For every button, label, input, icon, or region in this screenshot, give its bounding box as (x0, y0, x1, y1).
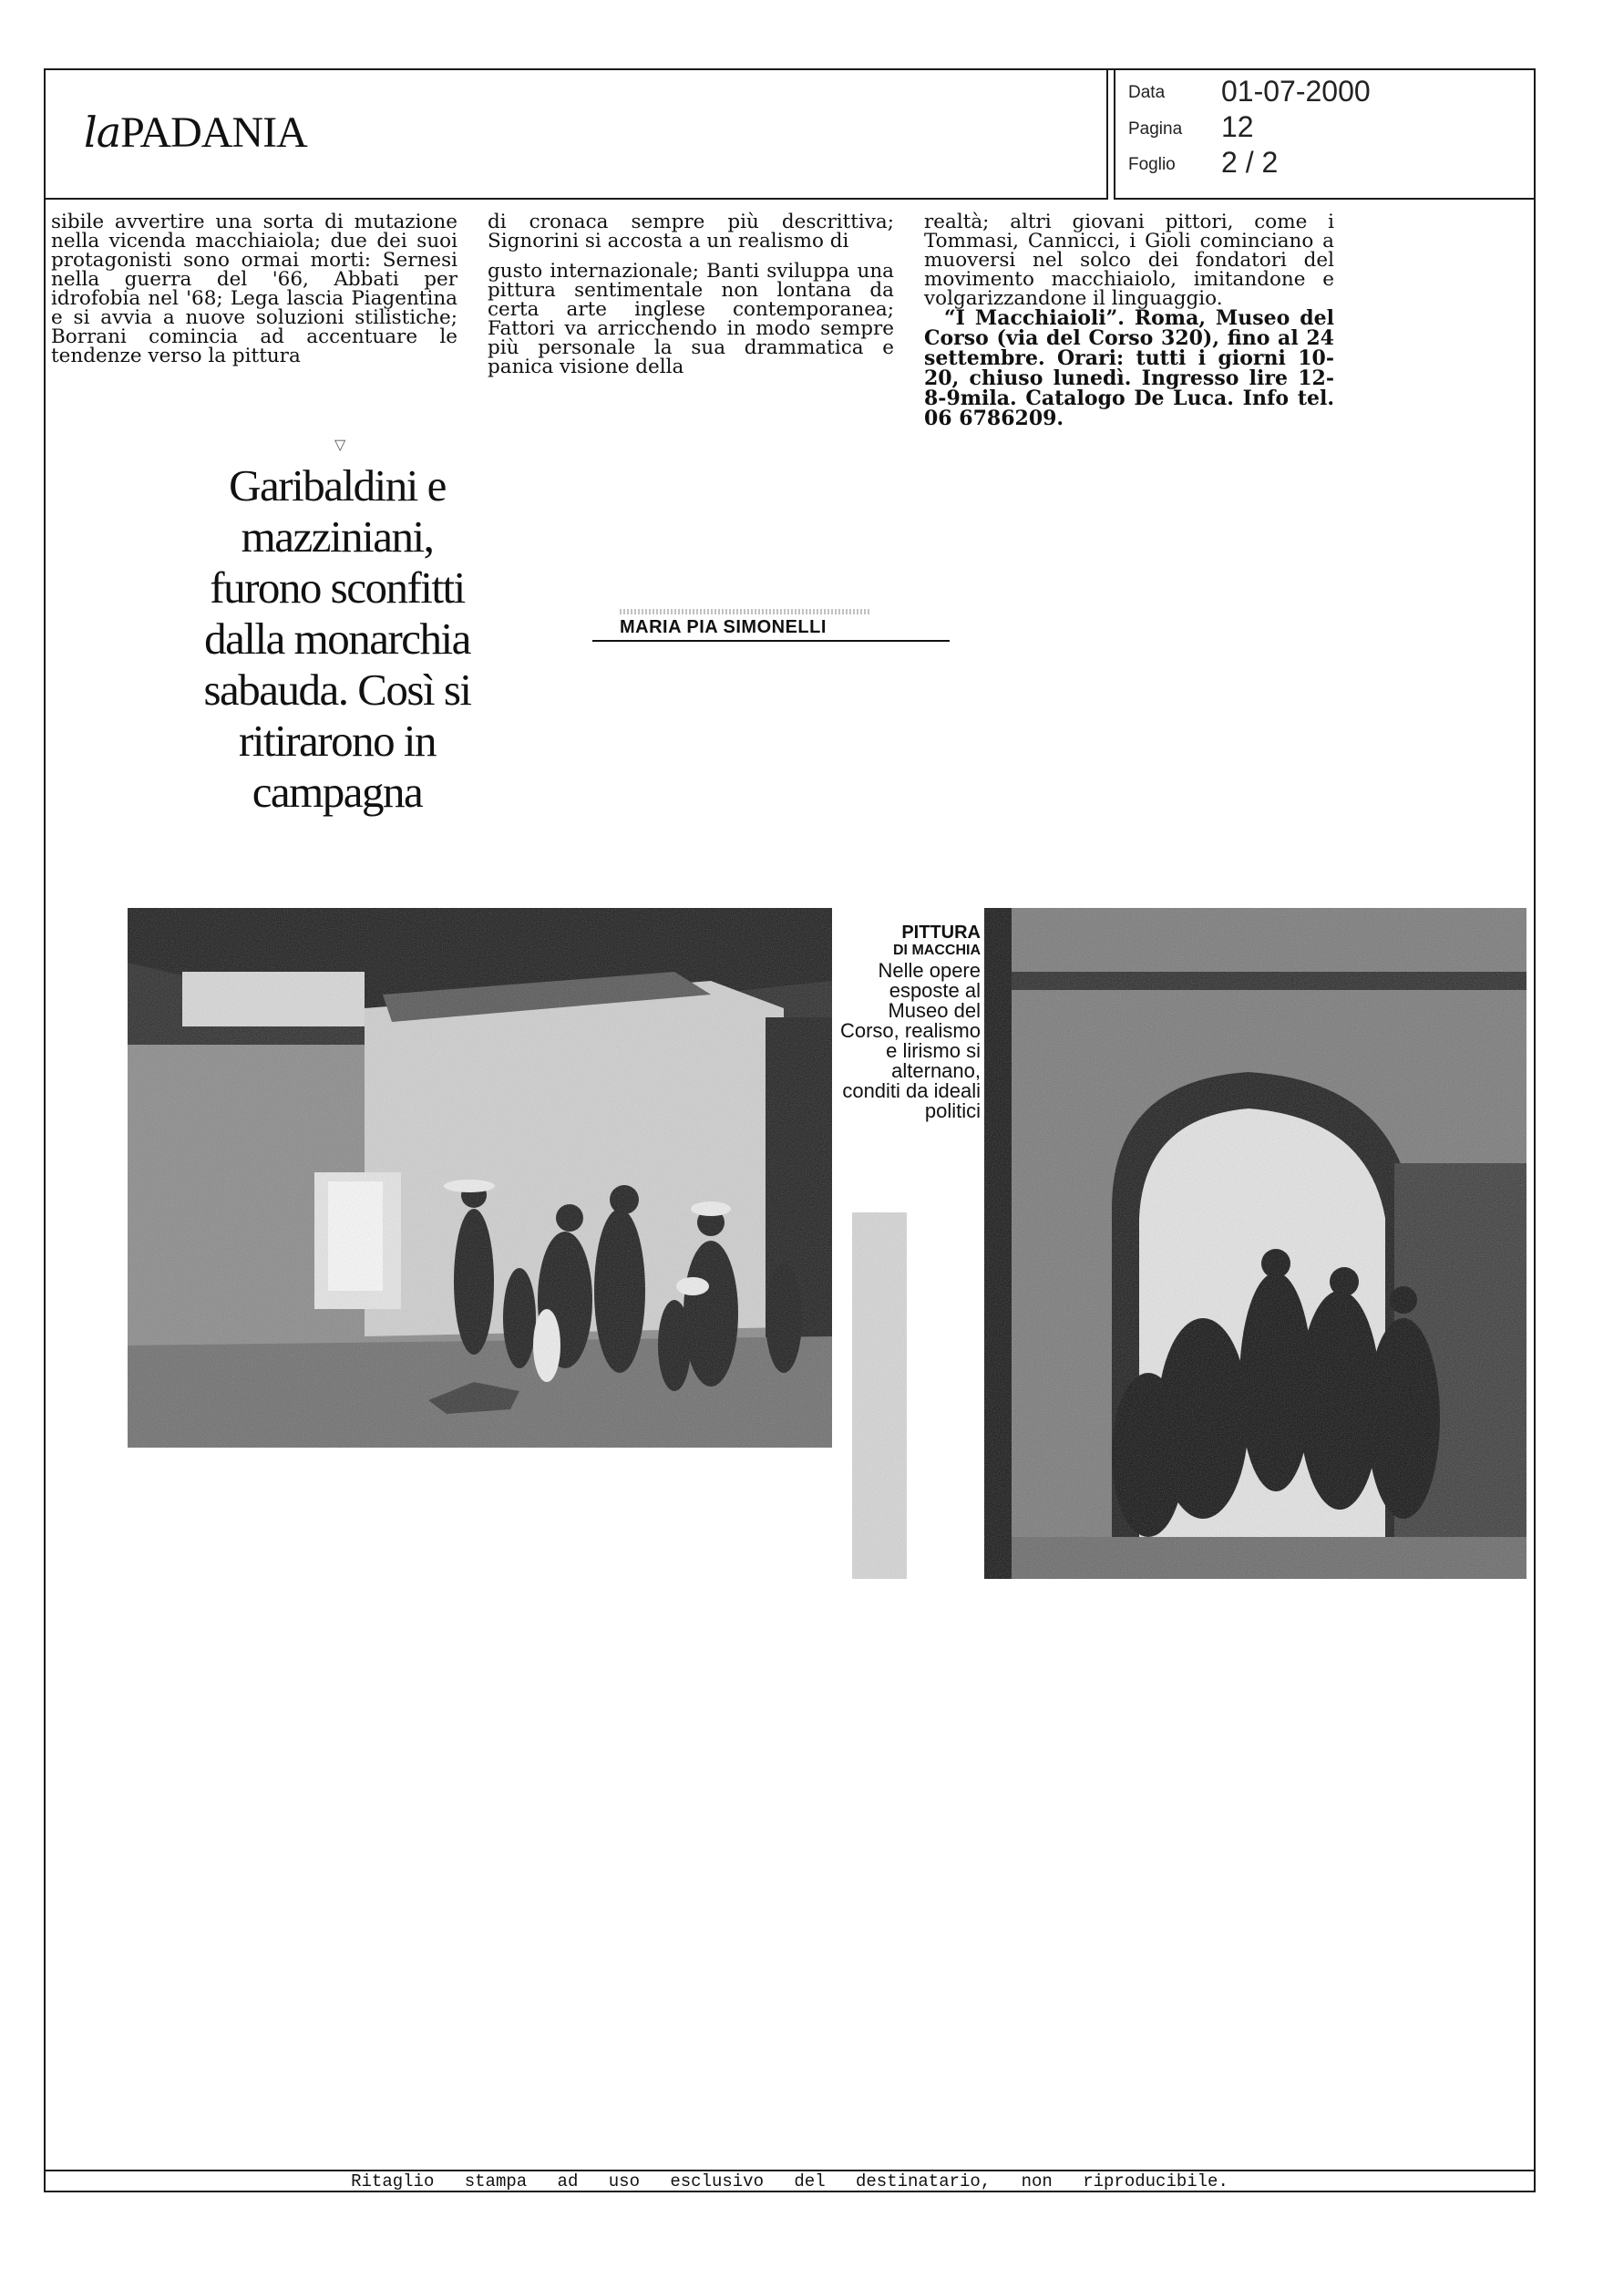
column-3-text: realtà; altri giovani pittori, come i Tommasi, Cannicci, i Gioli cominciano a muoversi nel solco dei fondatori del movimento macchiaiolo, imitandone e volgarizzandone il linguaggio. (924, 211, 1334, 310)
column-2-text-top: di cronaca sempre più descrittiva; Signorini si accosta a un realismo di (488, 211, 894, 253)
pull-quote: Garibaldini e mazziniani, furono sconfitti dalla monarchia sabauda. Così si ritirarono in campagna (203, 460, 471, 817)
column-1-text: sibile avvertire una sorta di mutazione nella vicenda macchiaiola; due dei suoi protagonisti sono ormai morti: Sernesi nella guerra del '66, Abbati per idrofobia nel '68; Lega lascia Piagentina e si avvia a nuove soluzioni stilistiche; Borrani comincia ad accentuare le tendenze verso la pittura (51, 211, 457, 367)
logo-name: PADANIA (120, 108, 307, 157)
byline: MARIA PIA SIMONELLI (620, 617, 827, 637)
painting-photo-strip (852, 1212, 907, 1579)
date-value: 01-07-2000 (1221, 75, 1371, 108)
article-column-3 (924, 212, 1334, 428)
page-label: Pagina (1128, 119, 1183, 139)
byline-decoration (620, 609, 870, 614)
exhibition-info: “I Macchiaioli”. Roma, Museo del Corso (via del Corso 320), fino al 24 settembre. Orari: tutti i giorni 10-20, chiuso lunedì. Ingresso lire 12-8-9mila. Catalogo De Luca. Info tel. 06 6786209. (924, 306, 1334, 430)
newspaper-logo (84, 108, 307, 158)
date-label: Data (1128, 83, 1166, 102)
logo-prefix: la (84, 108, 121, 157)
sheet-label: Foglio (1128, 155, 1176, 174)
footer-notice: Ritaglio stampa ad uso esclusivo del destinatario, non riproducibile. (351, 2171, 1228, 2191)
column-2-text-bottom: gusto internazionale; Banti sviluppa una pittura sentimentale non lontana da certa arte inglese contemporanea; Fattori va arricchendo in modo sempre più personale la sua drammatica e panica visione della (488, 260, 894, 378)
page-value: 12 (1221, 110, 1254, 143)
byline-rule (592, 640, 950, 642)
article-column-1 (51, 212, 457, 366)
caption-body: Nelle opere esposte al Museo del Corso, realismo e lirismo si alternano, conditi da ideali politici (839, 959, 981, 1122)
pull-quote-marker: ▽ (334, 438, 346, 453)
photo-caption (838, 923, 981, 1121)
article-column-2 (488, 212, 894, 376)
caption-title-2: DI MACCHIA (893, 943, 981, 958)
caption-title-1: PITTURA (901, 923, 981, 943)
painting-photo-archway (984, 908, 1526, 1579)
painting-photo-courtyard (128, 908, 832, 1448)
sheet-value: 2 / 2 (1221, 146, 1279, 179)
